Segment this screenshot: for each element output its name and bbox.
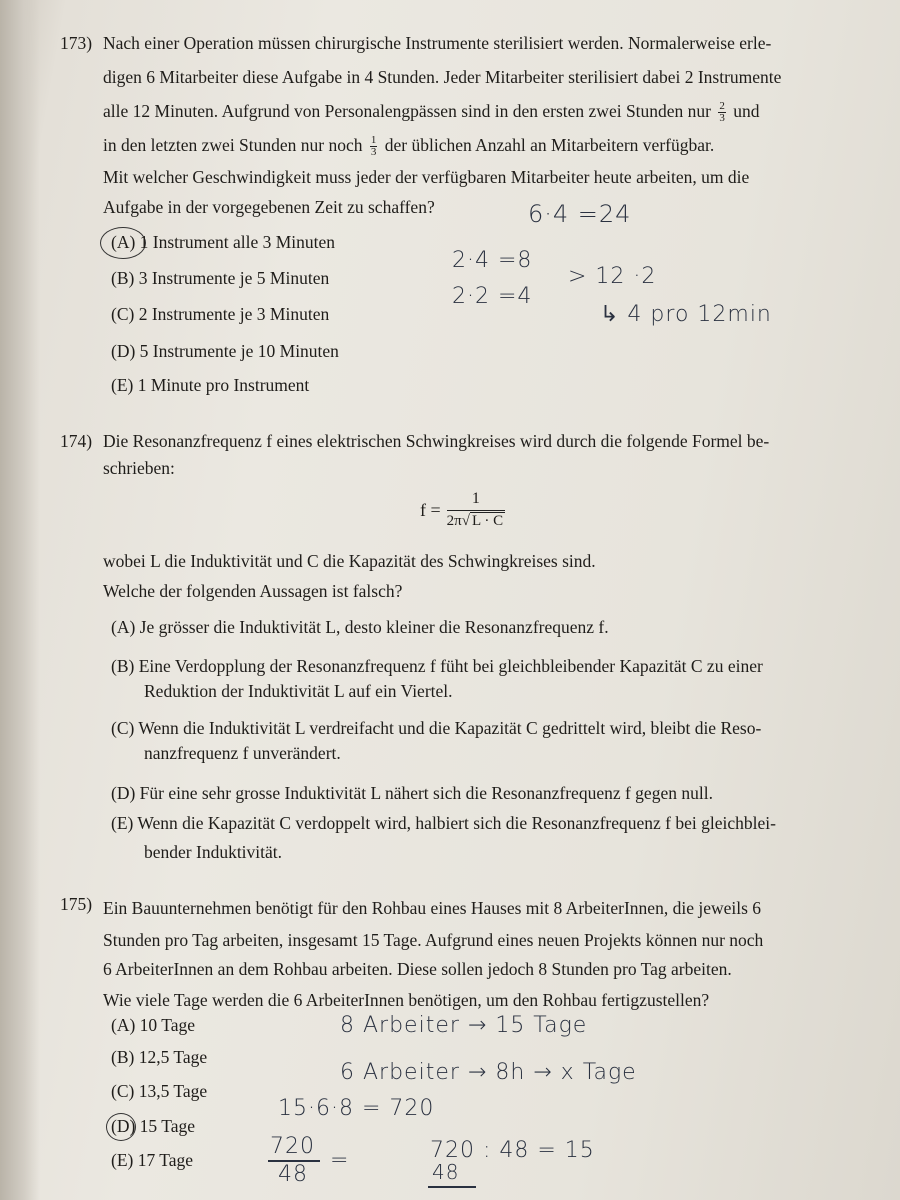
q175-option-d[interactable]: (D) 15 Tage (111, 1116, 195, 1136)
q173-option-b[interactable]: (B) 3 Instrumente je 5 Minuten (111, 268, 330, 288)
q175-option-b[interactable]: (B) 12,5 Tage (111, 1047, 208, 1067)
q174-option-a[interactable]: (A) Je grösser die Induktivität L, desto kleiner die Resonanzfrequenz f. (111, 617, 609, 637)
handwritten-note: 2·2 =4 (452, 284, 533, 309)
q174-line-1: Die Resonanzfrequenz f eines elektrischen Schwingkreises wird durch die folgende Formel be- (103, 431, 770, 451)
formula-denominator: 2π√ L · C (446, 513, 504, 529)
q174-line-2: schrieben: (103, 458, 175, 478)
q175-line-1: Ein Bauunternehmen benötigt für den Rohbau eines Hauses mit 8 ArbeiterInnen, die jeweils 6 (103, 898, 762, 918)
handwritten-note: 2·4 =8 (452, 248, 533, 273)
handwritten-note: 15·6·8 = 720 (278, 1096, 435, 1121)
q173-option-c[interactable]: (C) 2 Instrumente je 3 Minuten (111, 304, 330, 324)
q175-option-a[interactable]: (A) 10 Tage (111, 1015, 195, 1035)
q173-line-1: Nach einer Operation müssen chirurgische Instrumente sterilisiert werden. Normalerweise erle- (103, 33, 772, 53)
handwritten-note: 6·4 =24 (528, 200, 632, 228)
q175-line-3: 6 ArbeiterInnen an dem Rohbau arbeiten. Diese sollen jedoch 8 Stunden pro Tag arbeiten. (103, 959, 732, 979)
formula-fraction (447, 490, 505, 530)
handwritten-note: 720 : 48 = 15 (430, 1138, 595, 1163)
q173-option-a[interactable]: (A) 1 Instrument alle 3 Minuten (111, 232, 336, 252)
q174-option-e[interactable]: (E) Wenn die Kapazität C verdoppelt wird, halbiert sich die Resonanzfrequenz f bei gleichblei- (111, 813, 776, 833)
handwritten-note: > 12 ·2 (568, 264, 657, 289)
fraction-two-thirds: $\frac{2}{3}$ (719, 100, 725, 125)
q175-option-c[interactable]: (C) 13,5 Tage (111, 1081, 208, 1101)
formula-lhs: f = (420, 499, 441, 520)
q173-option-e[interactable]: (E) 1 Minute pro Instrument (111, 375, 310, 395)
q174-option-e-cont: bender Induktivität. (144, 842, 283, 862)
division-bar-mark (428, 1186, 476, 1188)
q173-line-6: Aufgabe in der vorgegebenen Zeit zu schaffen? (103, 197, 435, 217)
q174-line-4: Welche der folgenden Aussagen ist falsch? (103, 581, 403, 601)
q175-option-e[interactable]: (E) 17 Tage (111, 1150, 194, 1170)
book-gutter-shadow (0, 0, 40, 1200)
question-173 (60, 32, 92, 54)
q173-line-3 (103, 100, 760, 124)
question-number: 173) (60, 33, 93, 53)
fraction-one-third: $\frac{1}{3}$ (370, 134, 377, 159)
q175-line-4: Wie viele Tage werden die 6 ArbeiterInnen benötigen, um den Rohbau fertigzustellen? (103, 990, 710, 1010)
q173-line-2: digen 6 Mitarbeiter diese Aufgabe in 4 Stunden. Jeder Mitarbeiter sterilisiert dabei 2 Instrumente (103, 67, 782, 87)
handwritten-note: 48 (432, 1160, 460, 1184)
q173-line-4-text: in den letzten zwei Stunden nur noch (103, 135, 363, 155)
handwritten-note: 48 (278, 1162, 308, 1187)
q174-line-3: wobei L die Induktivität und C die Kapazität des Schwingkreises sind. (103, 551, 596, 571)
q173-line-5: Mit welcher Geschwindigkeit muss jeder der verfügbaren Mitarbeiter heute arbeiten, um die (103, 167, 750, 187)
resonance-formula (420, 490, 505, 530)
q174-option-d[interactable]: (D) Für eine sehr grosse Induktivität L nähert sich die Resonanzfrequenz f gegen null. (111, 783, 713, 803)
q173-line-3-text: alle 12 Minuten. Aufgrund von Personalengpässen sind in den ersten zwei Stunden nur (103, 101, 712, 121)
handwritten-note: ↳ 4 pro 12min (600, 302, 772, 327)
formula-numerator: 1 (447, 490, 505, 511)
q173-line-4 (103, 134, 714, 158)
question-number: 175) (60, 894, 93, 914)
q173-option-d[interactable]: (D) 5 Instrumente je 10 Minuten (111, 341, 339, 361)
q173-line-3-end: und (733, 101, 760, 121)
q174-option-c-cont: nanzfrequenz f unverändert. (144, 743, 341, 763)
handwritten-note: 720 (270, 1134, 315, 1159)
handwritten-note: = (330, 1148, 350, 1173)
question-number: 174) (60, 431, 93, 451)
q174-option-b[interactable]: (B) Eine Verdopplung der Resonanzfrequenz f füht bei gleichbleibender Kapazität C zu einer (111, 656, 763, 676)
q173-line-4-end: der üblichen Anzahl an Mitarbeitern verfügbar. (384, 135, 715, 155)
handwritten-note: 8 Arbeiter → 15 Tage (340, 1013, 588, 1038)
q174-option-c[interactable]: (C) Wenn die Induktivität L verdreifacht und die Kapazität C gedrittelt wird, bleibt die Reso- (111, 718, 762, 738)
q175-line-2: Stunden pro Tag arbeiten, insgesamt 15 Tage. Aufgrund eines neuen Projekts können nur noch (103, 930, 764, 950)
q174-option-b-cont: Reduktion der Induktivität L auf ein Viertel. (144, 681, 453, 701)
question-174 (60, 430, 92, 452)
question-175 (60, 893, 92, 915)
handwritten-note: 6 Arbeiter → 8h → x Tage (340, 1060, 637, 1085)
